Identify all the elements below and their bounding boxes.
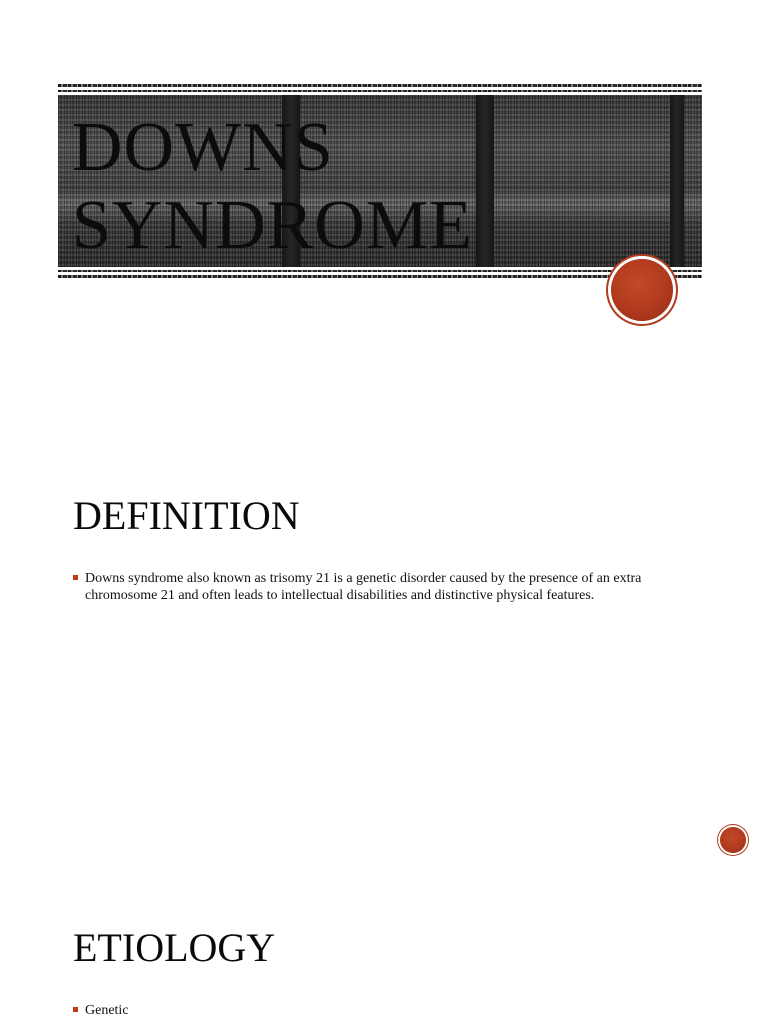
definition-heading: DEFINITION (73, 493, 300, 538)
banner-border-top-inner (58, 90, 702, 92)
decorative-circle-icon (720, 827, 746, 853)
slide-title-line-2: SYNDROME (72, 187, 473, 264)
banner-border-bottom (58, 275, 702, 278)
etiology-heading: ETIOLOGY (73, 925, 276, 970)
bullet-square-icon (73, 1007, 78, 1012)
bullet-square-icon (73, 575, 78, 580)
slide-title-line-1: DOWNS (72, 109, 334, 186)
banner-stripe (670, 95, 684, 267)
bullet-text: Downs syndrome also known as trisomy 21 is a genetic disorder caused by the presence of an extra chromosome 21 and often leads to intellectual disabilities and distinctive physical features. (85, 571, 642, 603)
decorative-circle-icon (611, 259, 673, 321)
bullet-text: Genetic (85, 1003, 129, 1018)
list-item (73, 570, 703, 604)
banner-border-bottom-inner (58, 270, 702, 272)
definition-bullet-list (73, 570, 703, 604)
banner-border-top (58, 84, 702, 87)
banner-texture (58, 95, 702, 267)
list-item (73, 1002, 703, 1019)
banner-stripe (476, 95, 494, 267)
etiology-bullet-list (73, 1002, 703, 1019)
slide-title (72, 109, 473, 265)
title-banner (58, 84, 702, 278)
